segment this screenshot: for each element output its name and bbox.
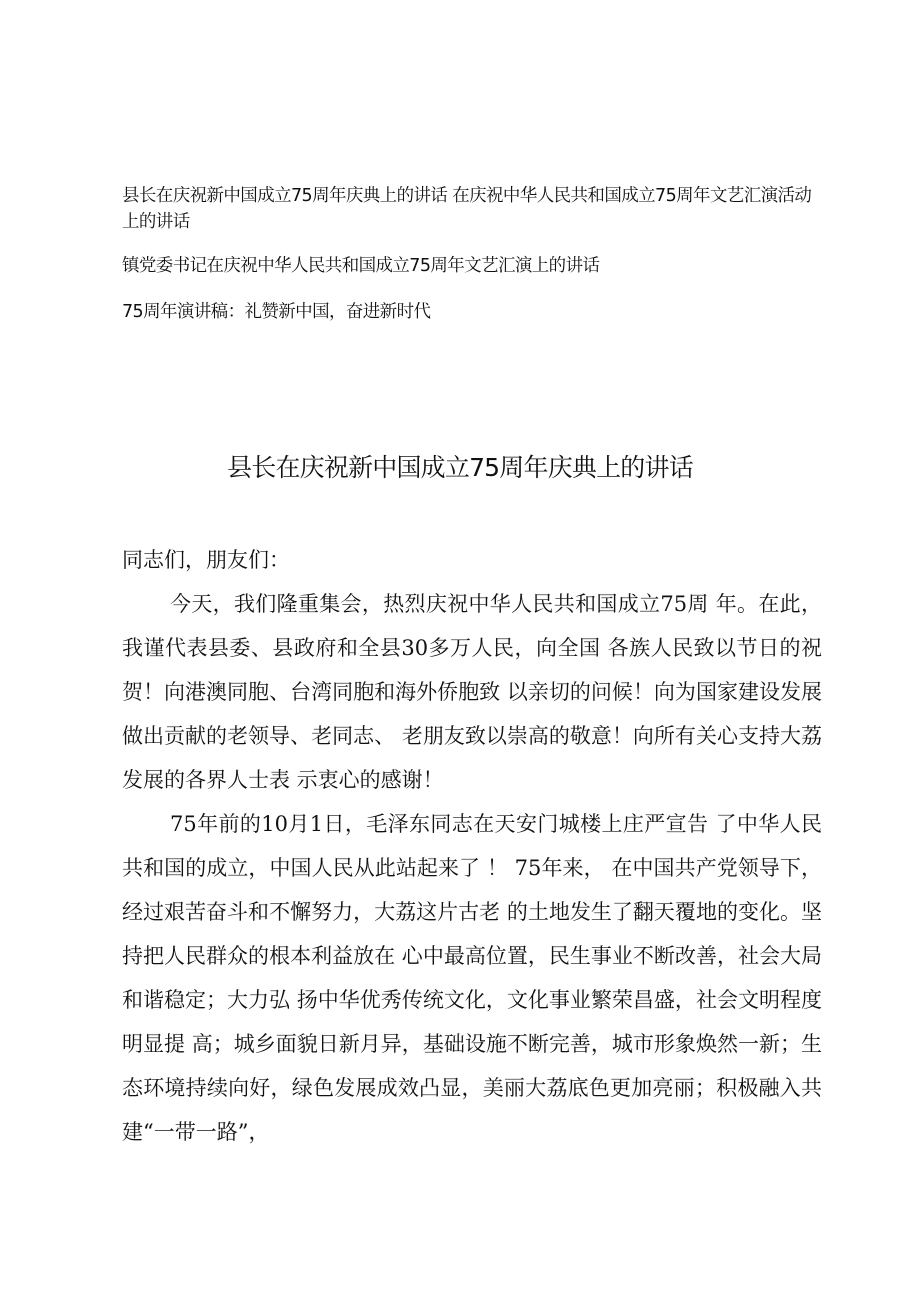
toc-entry[interactable]: 县长在庆祝新中国成立75周年庆典上的讲话 在庆祝中华人民共和国成立75周年文艺汇演活动上的讲话 [122,186,812,232]
toc-entry[interactable]: 75周年演讲稿：礼赞新中国，奋进新时代 [122,302,431,322]
paragraph: 今天，我们隆重集会，热烈庆祝中华人民共和国成立75周 年。在此，我谨代表县委、县政府和全县30多万人民，向全国 各族人民致以节日的祝贺！向港澳同胞、台湾同胞和海外侨胞致 以亲切的问候！向为国家建设发展做出贡献的老领导、老同志、 老朋友致以崇高的敬意！向所有关心支持大荔发展的各界人士表 示衷心的感谢！ [122,592,822,792]
document-body [122,538,822,1154]
paragraph: 75年前的10月1日，毛泽东同志在天安门城楼上庄严宣告 了中华人民共和国的成立，中国人民从此站起来了 ！ 75年来， 在中国共产党领导下，经过艰苦奋斗和不懈努力，大荔这片古老 的土地发生了翻天覆地的变化。坚持把人民群众的根本利益放在 心中最高位置，民生事业不断改善，社会大局和谐稳定；大力弘 扬中华优秀传统文化，文化事业繁荣昌盛，社会文明程度明显提 高；城乡面貌日新月异，基础设施不断完善，城市形象焕然一新；生态环境持续向好，绿色发展成效凸显，美丽大荔底色更加亮丽；积极融入共建“一带一路”， [122,812,822,1144]
table-of-contents [122,183,822,345]
document-title: 县长在庆祝新中国成立75周年庆典上的讲话 [227,453,693,482]
toc-entry[interactable]: 镇党委书记在庆祝中华人民共和国成立75周年文艺汇演上的讲话 [122,256,600,276]
greeting: 同志们，朋友们： [122,548,290,572]
